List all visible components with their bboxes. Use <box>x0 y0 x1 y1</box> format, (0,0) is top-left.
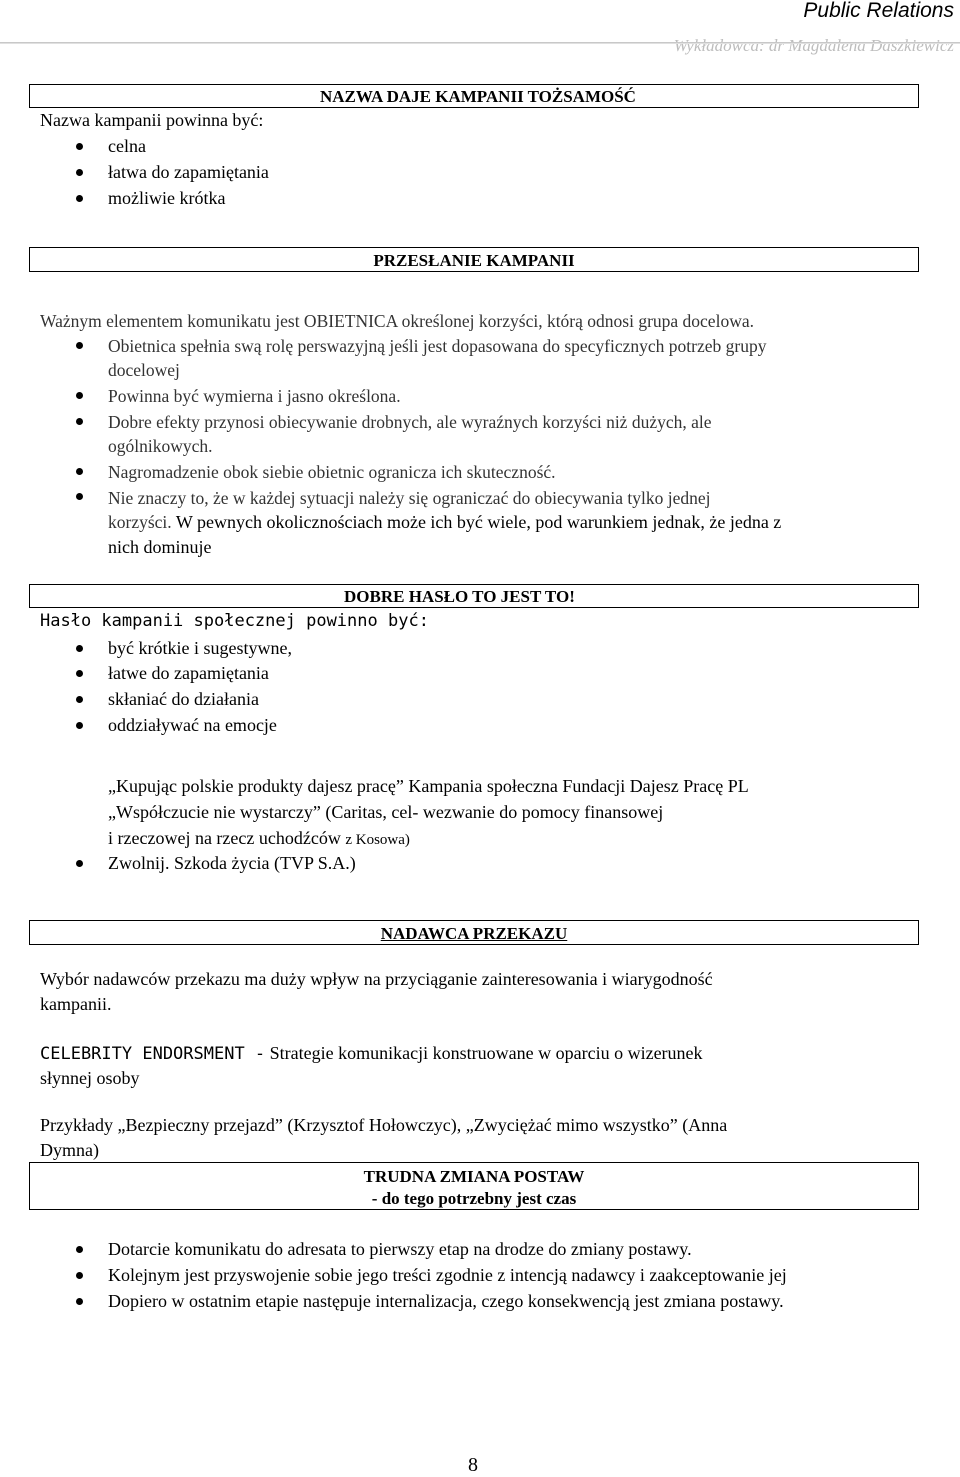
name-item-1: celna <box>108 136 146 156</box>
bullet-icon <box>76 342 83 349</box>
section-message-heading: PRZESŁANIE KAMPANII <box>373 251 575 270</box>
message-line-1b: docelowej <box>108 360 180 380</box>
bullet-icon <box>76 493 83 500</box>
bullet-icon <box>76 468 83 475</box>
bullet-icon <box>76 1272 83 1279</box>
sender-examples-line-1: Przykłady „Bezpieczny przejazd” (Krzysztof Hołowczyc), „Zwyciężać mimo wszystko” (Anna <box>40 1115 728 1135</box>
header-subtitle: Wykładowca: dr Magdalena Daszkiewicz <box>673 36 954 55</box>
bullet-icon <box>76 670 83 677</box>
section-attitude-heading: TRUDNA ZMIANA POSTAW <box>363 1167 585 1186</box>
sender-para-line-1: Wybór nadawców przekazu ma duży wpływ na przyciąganie zainteresowania i wiarygodność <box>40 969 713 989</box>
attitude-item-3: Dopiero w ostatnim etapie następuje internalizacja, czego konsekwencją jest zmiana postawy. <box>108 1291 784 1311</box>
message-line-3b: ogólnikowych. <box>108 436 213 456</box>
message-wiele: W pewnych okolicznościach może ich być wiele, pod warunkiem jednak, że jedna z <box>175 512 782 532</box>
celebrity-line-1 <box>40 1041 703 1067</box>
page-number: 8 <box>468 1454 478 1476</box>
section-name-heading-box <box>29 84 919 108</box>
celebrity-text: Strategie komunikacji konstruowane w oparciu o wizerunek <box>269 1043 703 1063</box>
slogan-example-3: Zwolnij. Szkoda życia (TVP S.A.) <box>108 853 356 873</box>
attitude-item-1: Dotarcie komunikatu do adresata to pierwszy etap na drodze do zmiany postawy. <box>108 1239 692 1259</box>
bullet-icon <box>76 143 83 150</box>
name-item-3: możliwie krótka <box>108 188 226 208</box>
bullet-icon <box>76 722 83 729</box>
bullet-icon <box>76 392 83 399</box>
celebrity-line-2: słynnej osoby <box>40 1068 140 1088</box>
slogan-item-4: oddziaływać na emocje <box>108 715 277 735</box>
bullet-icon <box>76 169 83 176</box>
slogan-example-2b-small: z Kosowa) <box>345 832 410 848</box>
slogan-intro: Hasło kampanii społecznej powinno być: <box>40 611 429 631</box>
section-name-heading: NAZWA DAJE KAMPANII TOŻSAMOŚĆ <box>320 87 636 106</box>
message-line-4: Nagromadzenie obok siebie obietnic ogranicza ich skuteczność. <box>108 462 556 482</box>
sender-examples-line-2: Dymna) <box>40 1140 99 1160</box>
slogan-example-2: „Współczucie nie wystarczy” (Caritas, cel- wezwanie do pomocy finansowej <box>108 802 664 822</box>
celebrity-label: CELEBRITY ENDORSMENT - <box>40 1044 266 1064</box>
bullet-icon <box>76 1298 83 1305</box>
header-title: Public Relations <box>803 0 954 22</box>
message-line-5: Nie znaczy to, że w każdej sytuacji należy się ograniczać do obiecywania tylko jednej <box>108 488 711 508</box>
message-intro: Ważnym elementem komunikatu jest OBIETNICA określonej korzyści, którą odnosi grupa docelowa. <box>40 311 754 331</box>
slogan-item-1: być krótkie i sugestywne, <box>108 638 292 658</box>
message-line-3: Dobre efekty przynosi obiecywanie drobnych, ale wyraźnych korzyści niż dużych, ale <box>108 412 712 432</box>
message-line-5c: nich dominuje <box>108 537 212 557</box>
name-intro: Nazwa kampanii powinna być: <box>40 110 264 130</box>
slogan-example-1: „Kupując polskie produkty dajesz pracę” Kampania społeczna Fundacji Dajesz Pracę PL <box>108 776 749 796</box>
attitude-item-2: Kolejnym jest przyswojenie sobie jego treści zgodnie z intencją nadawcy i zaakceptowanie jej <box>108 1265 787 1285</box>
bullet-icon <box>76 696 83 703</box>
bullet-icon <box>76 645 83 652</box>
header-divider-shadow <box>0 43 960 44</box>
name-item-2: łatwa do zapamiętania <box>108 162 269 182</box>
bullet-icon <box>76 1246 83 1253</box>
message-line-1: Obietnica spełnia swą rolę perswazyjną jeśli jest dopasowana do specyficznych potrzeb grupy <box>108 336 767 356</box>
message-line-5b <box>108 510 781 535</box>
bullet-icon <box>76 860 83 867</box>
message-korzysci: korzyści. <box>108 512 172 532</box>
slogan-item-2: łatwe do zapamiętania <box>108 663 269 683</box>
section-attitude-subheading: - do tego potrzebny jest czas <box>371 1189 577 1208</box>
sender-para-line-2: kampanii. <box>40 994 112 1014</box>
slogan-example-2b <box>108 826 410 853</box>
section-sender-heading-box <box>29 920 919 945</box>
section-attitude-heading-box <box>29 1162 919 1210</box>
section-slogan-heading-box <box>29 584 919 608</box>
section-message-heading-box <box>29 247 919 272</box>
slogan-example-2b-main: i rzeczowej na rzecz uchodźców <box>108 828 341 848</box>
section-sender-heading: NADAWCA PRZEKAZU <box>380 924 568 943</box>
message-line-2: Powinna być wymierna i jasno określona. <box>108 386 401 406</box>
section-slogan-heading: DOBRE HASŁO TO JEST TO! <box>344 587 575 606</box>
bullet-icon <box>76 418 83 425</box>
bullet-icon <box>76 195 83 202</box>
slogan-item-3: skłaniać do działania <box>108 689 259 709</box>
